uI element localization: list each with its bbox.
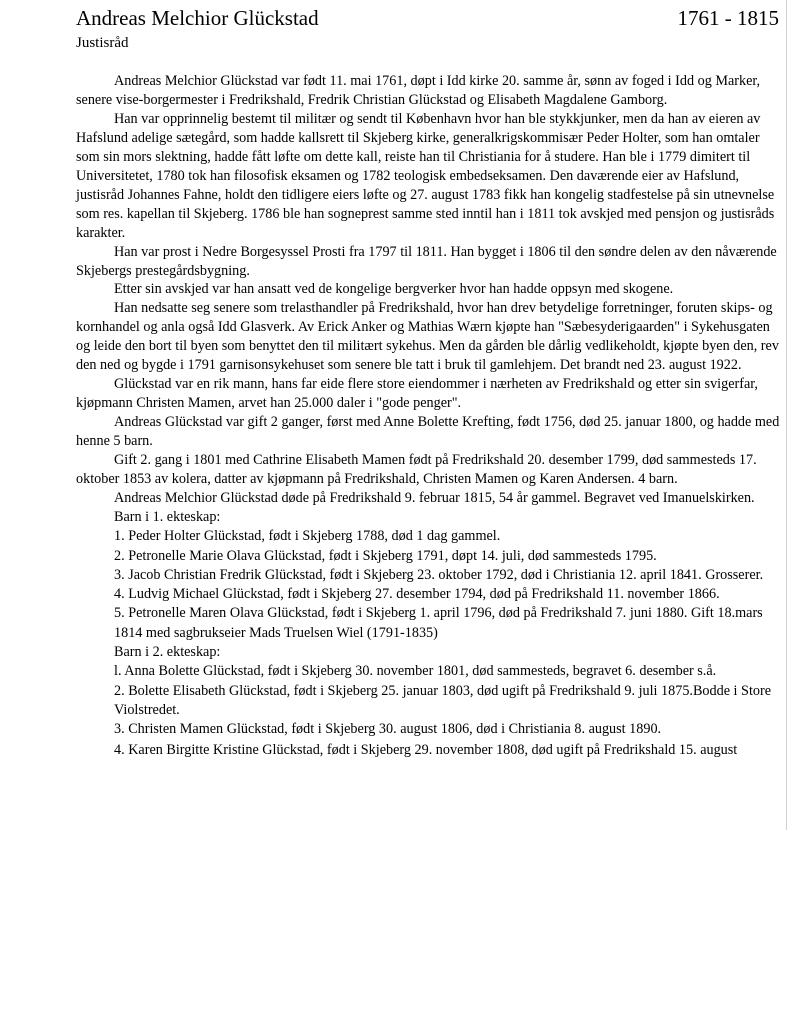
child-entry: 1. Peder Holter Glückstad, født i Skjeberg 1788, død 1 dag gammel.	[114, 528, 501, 545]
document-content	[76, 4, 780, 762]
children-heading: Barn i 1. ekteskap:	[114, 508, 221, 525]
person-name: Andreas Melchior Glückstad	[76, 6, 319, 30]
child-entry: l. Anna Bolette Glückstad, født i Skjeberg 30. november 1801, død sammesteds, begravet 6. desember s.å.	[114, 663, 717, 680]
child-entry: 2. Petronelle Marie Olava Glückstad, født i Skjeberg 1791, døpt 14. juli, død sammesteds 1795.	[114, 547, 657, 564]
child-entry: 3. Jacob Christian Fredrik Glückstad, født i Skjeberg 23. oktober 1792, død i Christiania 12. april 1841. Grosserer.	[114, 566, 764, 583]
paragraph: Han var prost i Nedre Borgesyssel Prosti fra 1797 til 1811. Han bygget i 1806 til den søndre delen av den nåværende Skjebergs prestegårdsbygning.	[76, 243, 777, 279]
paragraph: Etter sin avskjed var han ansatt ved de kongelige bergverker hvor han hadde oppsyn med skogene.	[114, 281, 674, 298]
child-entry: 3. Christen Mamen Glückstad, født i Skjeberg 30. august 1806, død i Christiania 8. august 1890.	[114, 721, 662, 738]
page-edge-divider	[786, 0, 787, 830]
children-second-marriage	[76, 643, 780, 762]
child-entry: 2. Bolette Elisabeth Glückstad, født i Skjeberg 25. januar 1803, død ugift på Fredrikshald 9. juli 1875.Bodde i Store Violstredet.	[114, 682, 771, 718]
paragraph: Han var opprinnelig bestemt til militær og sendt til København hvor han ble stykkjunker, men da han av eieren av Hafslund adelige sætegård, som hadde kallsrett til Skjeberg kirke, generalkrigskommisær Peder Holter, som han omtaler som sin mors slektning, hadde fått løfte om dette kall, reiste han til Christiania for å studere. Han ble i 1779 dimitert til Universitetet, 1780 tok han filosofisk eksamen og 1782 teologisk embedseksamen. Den daværende eier av Hafslund, justisråd Johannes Fahne, holdt den tidligere eiers løfte og 27. august 1783 fikk han kongelig stadfestelse på sin utnevnelse som res. kapellan til Skjeberg. 1786 ble han sogneprest samme sted inntil han i 1811 tok avskjed med pensjon og justisråds karakter.	[76, 110, 775, 241]
person-title: Justisråd	[76, 35, 129, 51]
child-entry: 5. Petronelle Maren Olava Glückstad, født i Skjeberg 1. april 1796, død på Fredrikshald 7. juni 1880. Gift 18.mars 1814 med sagbrukseier Mads Truelsen Wiel (1791-1835)	[114, 605, 763, 641]
document-header	[76, 4, 780, 32]
life-years: 1761 - 1815	[677, 6, 779, 30]
paragraph: Gift 2. gang i 1801 med Cathrine Elisabeth Mamen født på Fredrikshald 20. desember 1799, død sammesteds 17. oktober 1853 av kolera, datter av kjøpmann på Fredrikshald, Christen Mamen og Karen Andersen. 4 barn.	[76, 452, 757, 488]
paragraph: Andreas Glückstad var gift 2 ganger, først med Anne Bolette Krefting, født 1756, død 25. januar 1800, og hadde med henne 5 barn.	[76, 414, 780, 450]
paragraph: Andreas Melchior Glückstad var født 11. mai 1761, døpt i Idd kirke 20. samme år, sønn av foged i Idd og Marker, senere vise-borgermester i Fredrikshald, Fredrik Christian Glückstad og Elisabeth Magdalene Gamborg.	[76, 73, 761, 108]
children-heading: Barn i 2. ekteskap:	[114, 644, 221, 660]
paragraph: Andreas Melchior Glückstad døde på Fredrikshald 9. februar 1815, 54 år gammel. Begravet ved Imanuelskirken.	[114, 489, 755, 506]
children-first-marriage	[76, 508, 780, 643]
children-list	[76, 662, 780, 762]
biography-text	[76, 72, 780, 508]
paragraph: Han nedsatte seg senere som trelasthandler på Fredrikshald, hvor han drev betydelige forretninger, foruten skips- og kornhandel og anla også Idd Glasverk. Av Erick Anker og Mathias Wærn kjøpte han "Sæbesyderigaarden" i Sykehusgaten og leide den bort til byen som benyttet den til militært sykehus. Men da gården ble dårlig vedlikeholdt, kjøpte byen den, rev den ned og bygde i 1791 garnisonsykehuset som senere ble tatt i bruk til gamlehjem. Det brandt ned 23. august 1922.	[76, 300, 779, 374]
child-entry: 4. Karen Birgitte Kristine Glückstad, født i Skjeberg 29. november 1808, død ugift på Fredrikshald 15. august	[114, 742, 738, 759]
children-list	[76, 527, 780, 643]
child-entry: 4. Ludvig Michael Glückstad, født i Skjeberg 27. desember 1794, død på Fredrikshald 11. november 1866.	[114, 586, 720, 603]
paragraph: Glückstad var en rik mann, hans far eide flere store eiendommer i nærheten av Fredrikshald og etter sin svigerfar, kjøpmann Christen Mamen, arvet han 25.000 daler i "gode penger".	[76, 376, 758, 412]
